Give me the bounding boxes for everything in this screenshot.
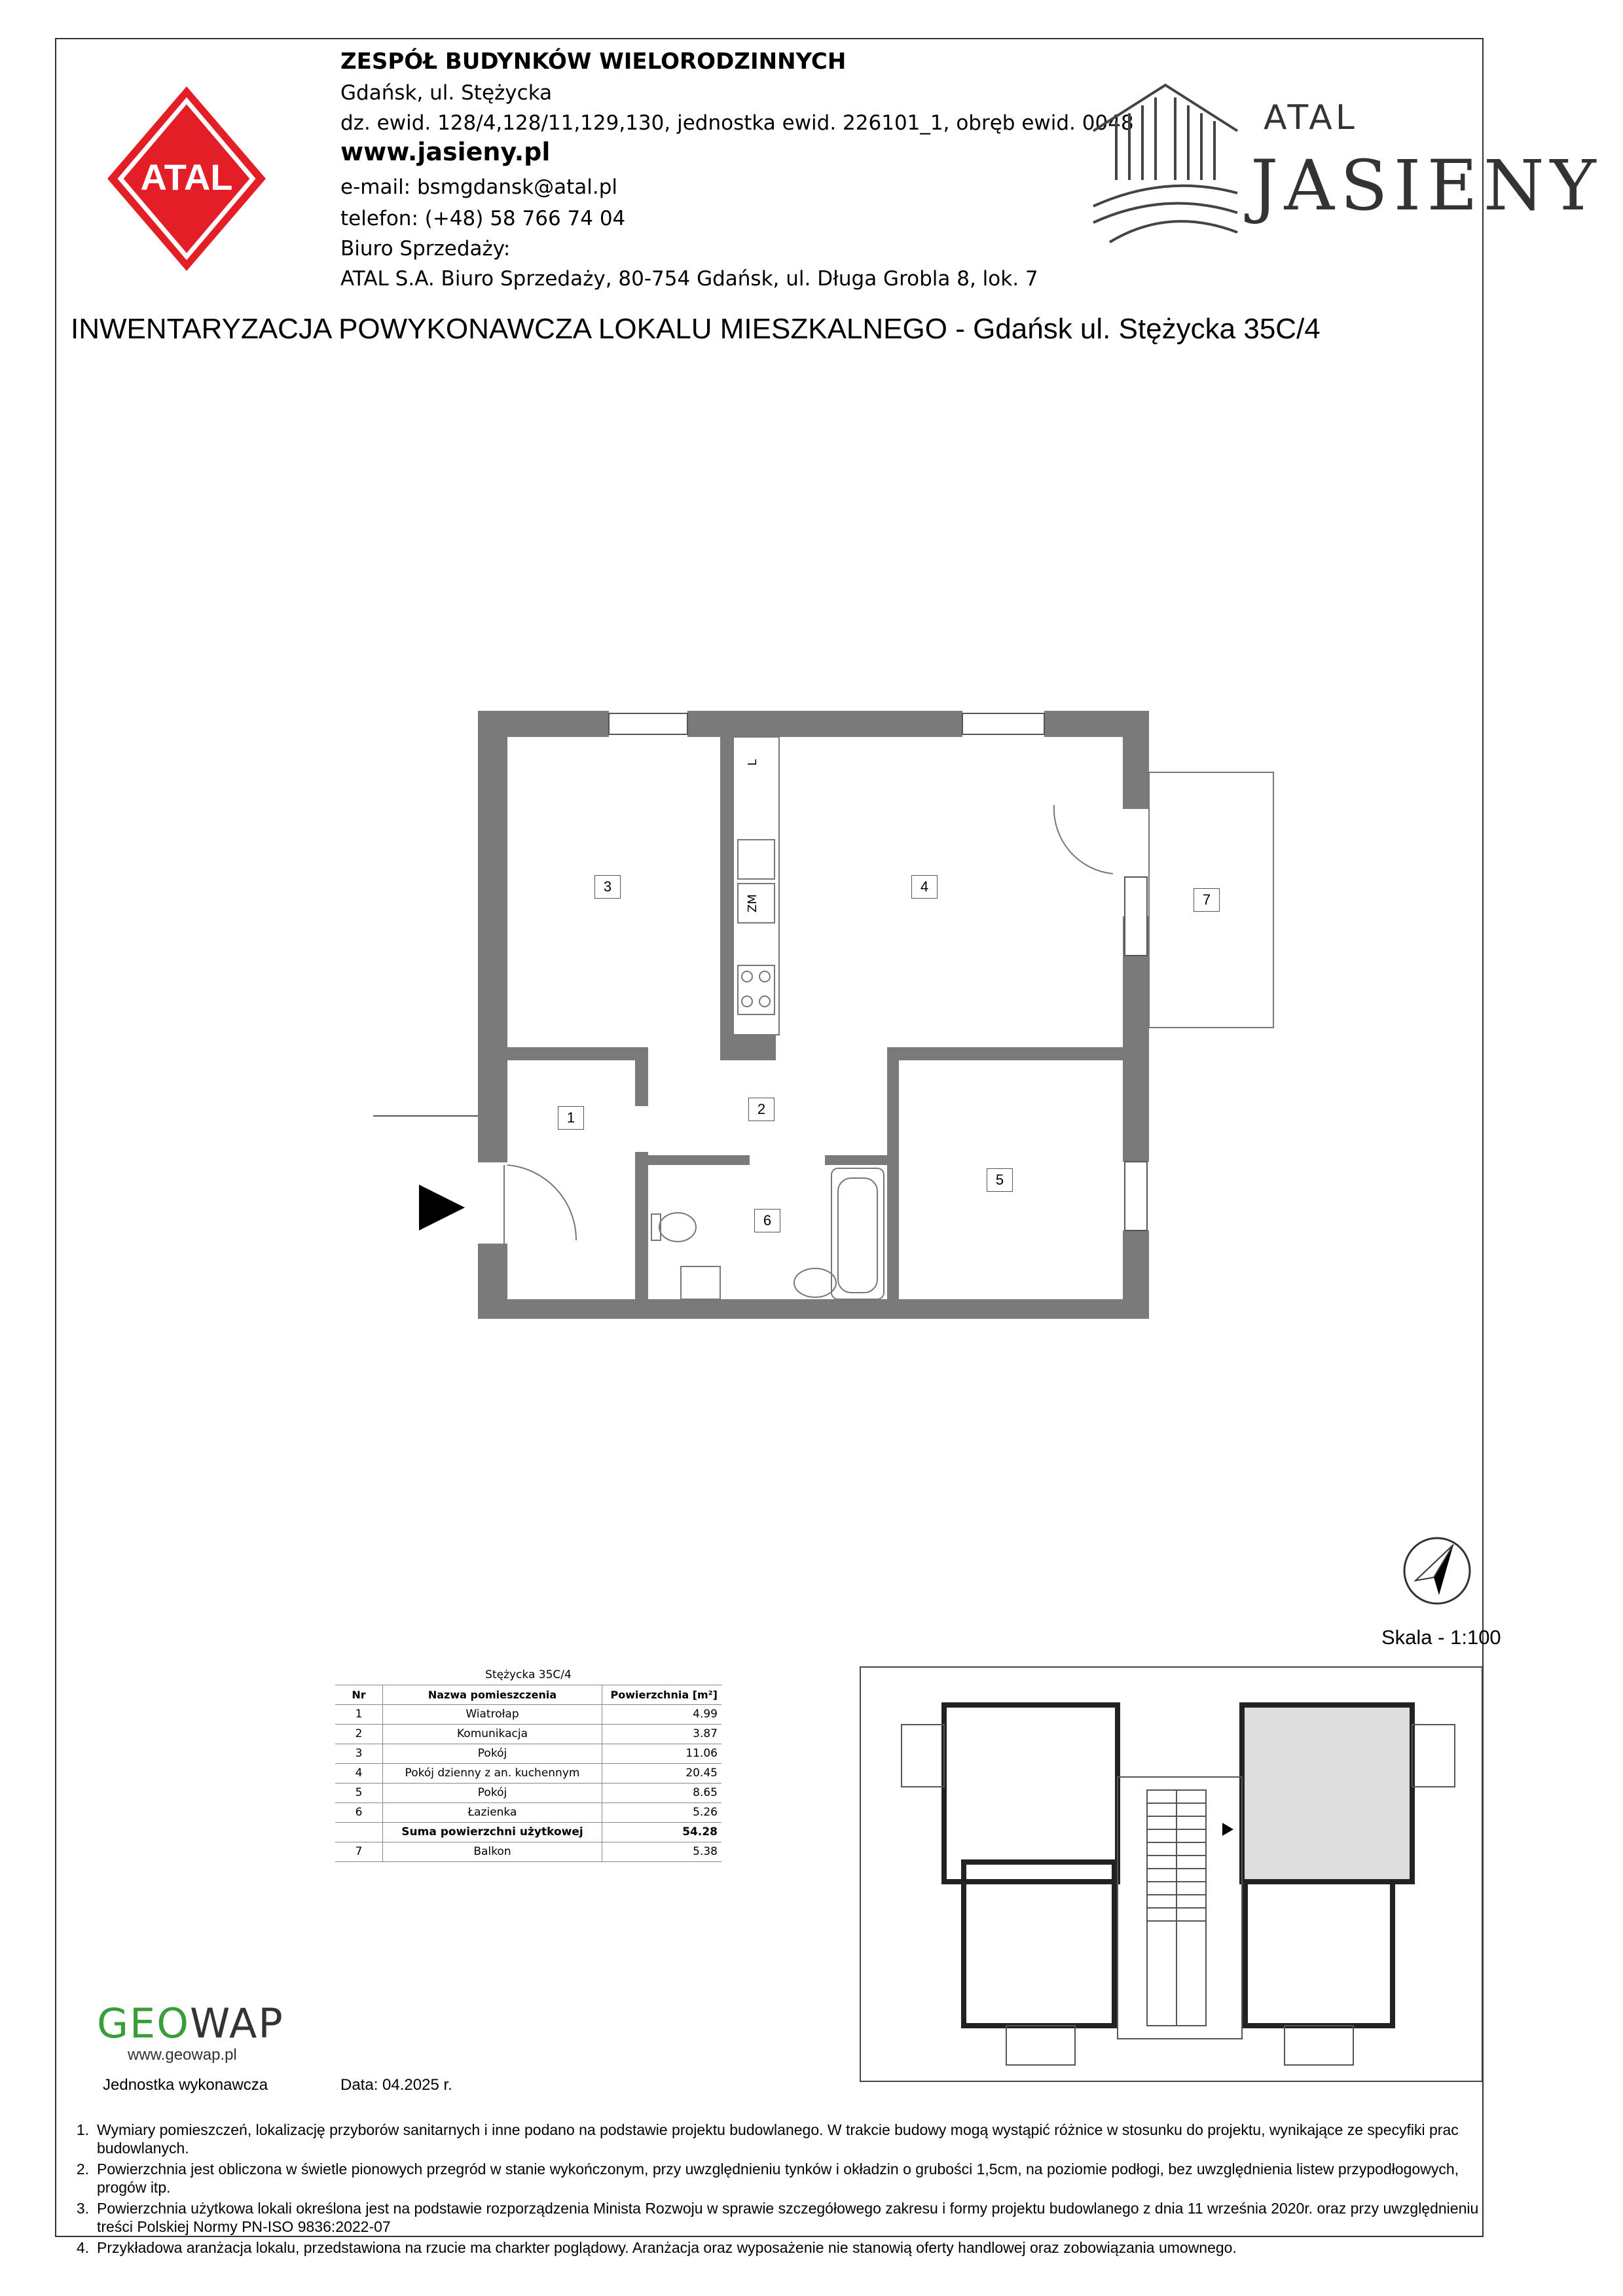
cell-name: Komunikacja <box>383 1725 602 1744</box>
cell-nr: 7 <box>335 1842 383 1862</box>
date-label: Data: 04.2025 r. <box>340 2076 452 2094</box>
document-title: INWENTARYZACJA POWYKONAWCZA LOKALU MIESZKALNEGO - Gdańsk ul. Stężycka 35C/4 <box>71 313 1321 345</box>
cell-area: 5.38 <box>602 1842 722 1862</box>
cell-area: 20.45 <box>602 1764 722 1784</box>
cell-area: 5.26 <box>602 1803 722 1823</box>
cell-name: Pokój <box>383 1744 602 1764</box>
cell-area: 11.06 <box>602 1744 722 1764</box>
cell-nr: 1 <box>335 1705 383 1725</box>
cell-nr: 5 <box>335 1784 383 1803</box>
sum-label: Suma powierzchni użytkowej <box>383 1823 602 1842</box>
geowap-logo <box>97 2000 284 2047</box>
geowap-wap: WAP <box>190 2000 284 2047</box>
room-label-6: 6 <box>754 1209 780 1232</box>
cell-area: 8.65 <box>602 1784 722 1803</box>
geowap-geo: GEO <box>97 2000 191 2047</box>
table-row <box>335 1784 721 1803</box>
company-title: ZESPÓŁ BUDYNKÓW WIELORODZINNYCH <box>340 48 847 75</box>
note-number: 4. <box>76 2239 89 2256</box>
note-text: Powierzchnia jest obliczona w świetle pionowych przegród w stanie wykończonym, przy uwzględnieniu tynków i okładzin o grubości 1,5cm, na poziomie podłogi, bez uwzględnienia listew przypodłogowych, progów itp. <box>97 2161 1459 2196</box>
sum-value: 54.28 <box>602 1823 722 1842</box>
atal-logo <box>105 84 268 274</box>
room-label-1: 1 <box>558 1106 584 1130</box>
cell-nr: 2 <box>335 1725 383 1744</box>
washer-label: ZM <box>746 894 759 912</box>
executor-label: Jednostka wykonawcza <box>103 2076 268 2094</box>
note-number: 1. <box>76 2121 89 2138</box>
table-row <box>335 1764 721 1784</box>
note-text: Wymiary pomieszczeń, lokalizację przyborów sanitarnych i inne podano na podstawie projektu budowlanego. W trakcie budowy mogą wystąpić różnice w stosunku do projektu, wynikające ze specyfiki prac budowlanych. <box>97 2121 1459 2157</box>
key-plan <box>859 1666 1484 2085</box>
sales-office-address: ATAL S.A. Biuro Sprzedaży, 80-754 Gdańsk, ul. Długa Grobla 8, lok. 7 <box>340 267 1038 291</box>
note-text: Przykładowa aranżacja lokalu, przedstawiona na rzucie ma charkter poglądowy. Aranżacja oraz wyposażenie nie stanowią oferty handlowej oraz zobowiązania umownego. <box>97 2239 1237 2256</box>
room-label-5: 5 <box>987 1168 1013 1192</box>
table-row <box>335 1705 721 1725</box>
table-row <box>335 1725 721 1744</box>
cell-name: Wiatrołap <box>383 1705 602 1725</box>
note-number: 3. <box>76 2200 89 2217</box>
note-number: 2. <box>76 2161 89 2178</box>
room-label-7: 7 <box>1194 888 1220 912</box>
cell-name: Pokój <box>383 1784 602 1803</box>
cell-nr: 3 <box>335 1744 383 1764</box>
sum-row <box>335 1823 721 1842</box>
room-label-4: 4 <box>911 875 938 899</box>
phone: telefon: (+48) 58 766 74 04 <box>340 207 626 230</box>
atal-logo-text: ATAL <box>140 156 233 198</box>
table-row <box>335 1744 721 1764</box>
note-item <box>55 2160 1482 2197</box>
cell-name: Balkon <box>383 1842 602 1862</box>
plots: dz. ewid. 128/4,128/11,129,130, jednostka ewid. 226101_1, obręb ewid. 0048 <box>340 111 1134 135</box>
table-row <box>335 1803 721 1823</box>
table-caption: Stężycka 35C/4 <box>335 1666 721 1685</box>
scale-label: Skala - 1:100 <box>1381 1626 1501 1649</box>
rooms-table <box>335 1666 721 1862</box>
cell-name: Łazienka <box>383 1803 602 1823</box>
jasieny-logo <box>1090 82 1241 252</box>
email[interactable]: e-mail: bsmgdansk@atal.pl <box>340 175 618 199</box>
table-row <box>335 1842 721 1862</box>
fridge-label: L <box>746 759 759 766</box>
cell-nr: 4 <box>335 1764 383 1784</box>
brand-jasieny: JASIENY <box>1250 145 1602 226</box>
notes <box>55 2121 1482 2259</box>
address: Gdańsk, ul. Stężycka <box>340 81 553 105</box>
floor-plan <box>367 700 1322 1329</box>
header-nr: Nr <box>335 1685 383 1705</box>
room-label-2: 2 <box>748 1098 775 1121</box>
brand-atal: ATAL <box>1264 98 1358 137</box>
note-item <box>55 2238 1482 2257</box>
note-item <box>55 2199 1482 2236</box>
geowap-url[interactable]: www.geowap.pl <box>128 2046 237 2064</box>
room-label-3: 3 <box>594 875 621 899</box>
cell-nr <box>335 1823 383 1842</box>
north-arrow-icon <box>1401 1535 1473 1607</box>
header-area: Powierzchnia [m²] <box>602 1685 722 1705</box>
cell-name: Pokój dzienny z an. kuchennym <box>383 1764 602 1784</box>
cell-area: 4.99 <box>602 1705 722 1725</box>
note-text: Powierzchnia użytkowa lokali określona jest na podstawie rozporządzenia Minista Rozwoju w sprawie szczegółowego zakresu i formy projektu budowlanego z dnia 11 września 2020r. oraz przy uwzględnieniu treści Polskiej Normy PN-ISO 9836:2022-07 <box>97 2200 1479 2235</box>
cell-nr: 6 <box>335 1803 383 1823</box>
note-item <box>55 2121 1482 2157</box>
header-name: Nazwa pomieszczenia <box>383 1685 602 1705</box>
cell-area: 3.87 <box>602 1725 722 1744</box>
sales-office-label: Biuro Sprzedaży: <box>340 237 511 260</box>
website-link[interactable]: www.jasieny.pl <box>340 137 551 166</box>
